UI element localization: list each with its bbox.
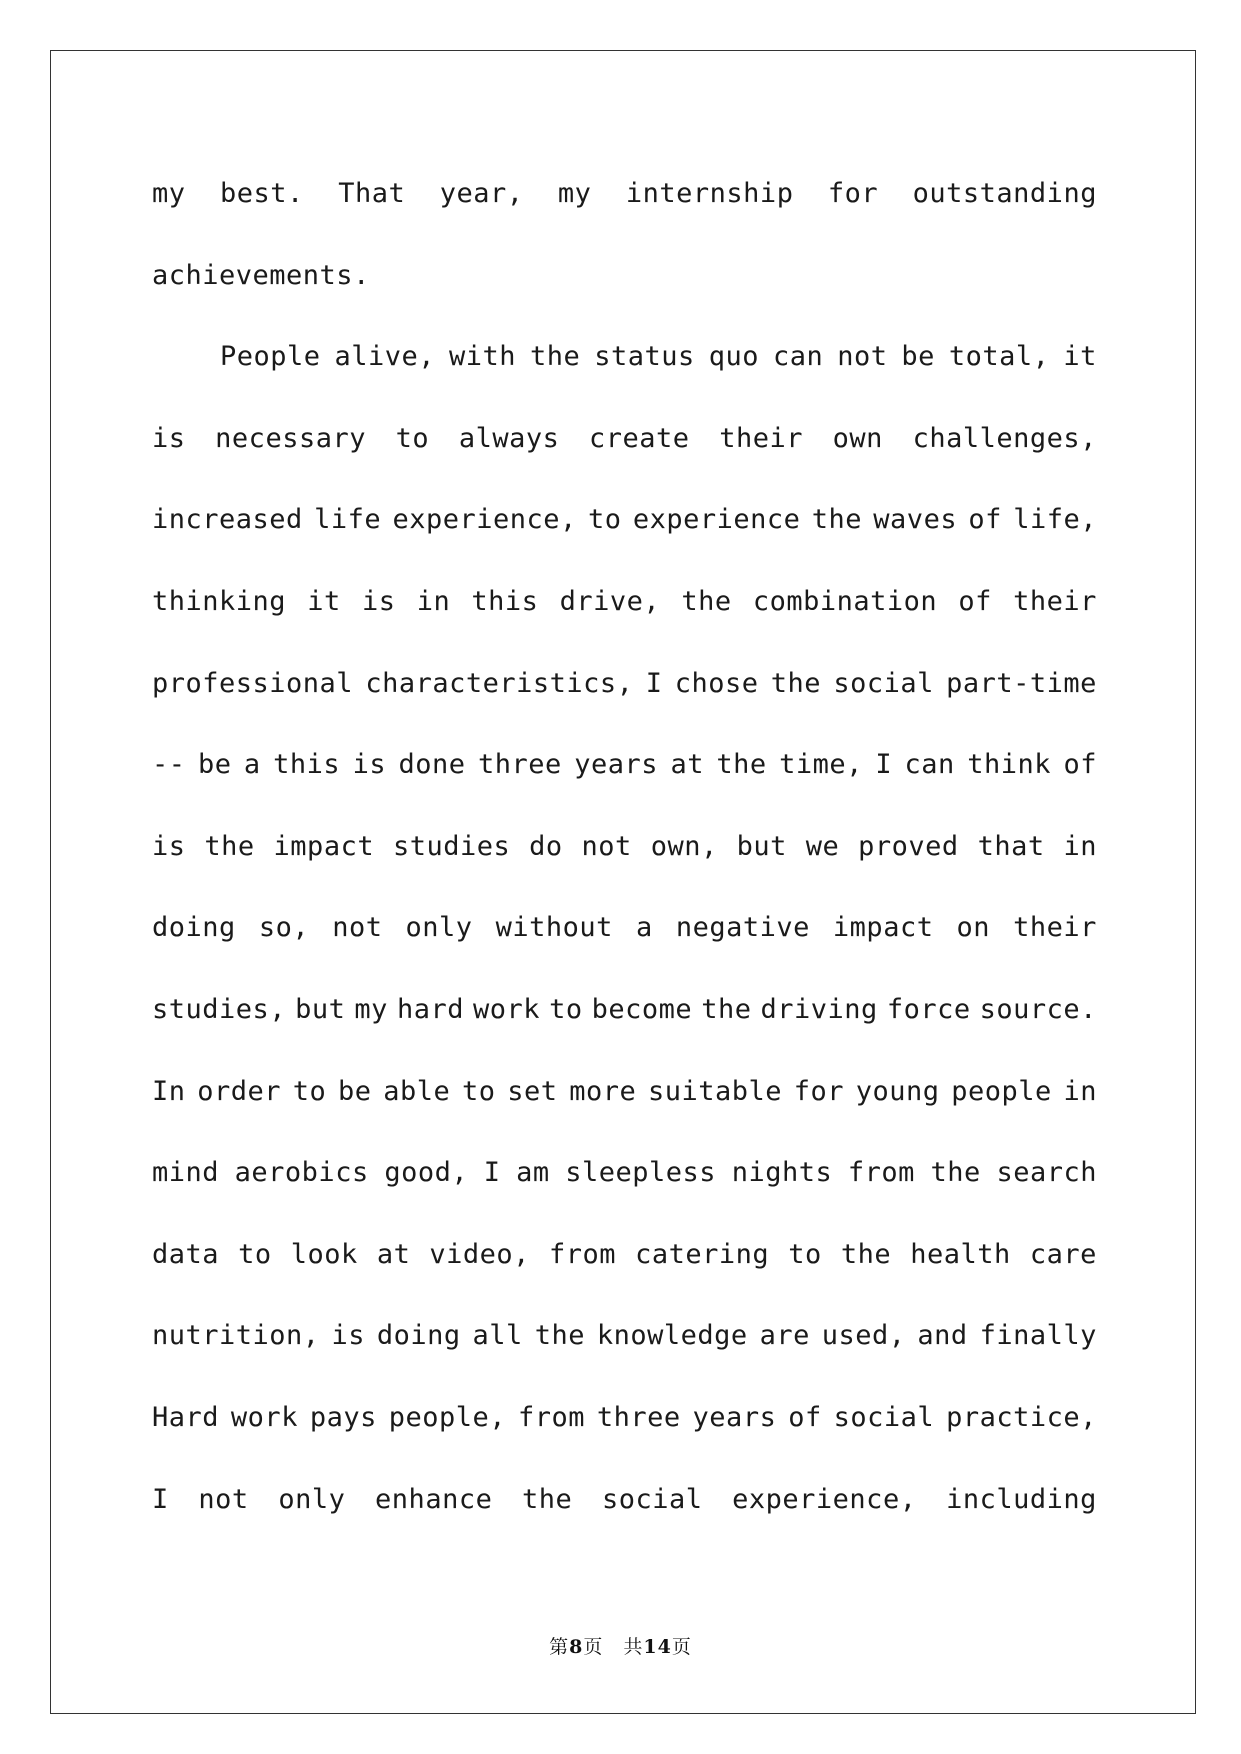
word: in [1063,1075,1097,1107]
word: studies, [152,993,287,1025]
word: years [692,1401,777,1433]
word: social [601,1483,703,1515]
word: from [847,1157,915,1189]
word: own, [650,830,718,862]
text-line [152,1146,1097,1228]
word: with [449,341,517,373]
word: waves [873,504,958,536]
word: quo [708,341,759,373]
word: their [719,422,803,454]
word: three [596,1401,681,1433]
word: necessary [215,422,366,454]
word: the [770,667,822,699]
footer-suffix: 页 [671,1636,692,1658]
word: search [996,1157,1097,1189]
word: always [458,422,560,454]
word: my [152,178,186,209]
word: drive, [559,585,661,617]
word: the [534,1320,585,1352]
word: chose [674,667,759,699]
word: experience, [392,504,577,536]
word: can [772,341,824,373]
word: the [681,585,732,617]
word: a [635,912,653,944]
text-line [152,493,1097,575]
text-line [152,1228,1097,1310]
word: is [331,1320,365,1352]
word: for [827,178,879,209]
word: become [591,993,693,1025]
word: we [805,830,840,862]
word: set [507,1075,558,1107]
word: year, [439,178,524,209]
word: not [332,912,383,944]
word: studies [392,830,511,862]
word: sleepless [565,1157,717,1189]
word: from [517,1401,585,1433]
word: people, [388,1401,507,1433]
word: it [1063,341,1097,373]
word: be [197,749,232,781]
text-line [152,167,1097,249]
word: data [152,1238,220,1270]
word: to [395,422,430,454]
word: order [197,1075,282,1107]
word: That [338,178,406,209]
word: be [337,1075,372,1107]
word: the [716,749,767,781]
word: the [930,1157,981,1189]
word: only [405,912,473,944]
word: doing [376,1320,461,1352]
word: driving [760,993,878,1025]
word: proved [858,830,959,862]
word: is [152,422,186,454]
text-line [152,1309,1097,1391]
word: People [220,341,321,373]
word: professional [152,667,354,699]
word: the [204,830,255,862]
word: alive, [334,341,436,373]
word: social [833,1401,935,1433]
word: three [478,749,562,781]
word: my [354,993,388,1025]
word: not [198,1483,249,1515]
word: this [471,585,539,617]
word: in [1063,830,1097,862]
word: suitable [647,1075,782,1107]
word: it [307,585,341,617]
word: I [645,667,663,699]
word: do [529,830,563,862]
footer-separator: 页 共 [583,1636,644,1658]
word: at [670,749,704,781]
word: the [701,993,752,1025]
word: the [840,1238,892,1270]
word: the [522,1483,573,1515]
word: for [793,1075,844,1107]
word: this [273,749,341,781]
text-line [152,1473,1097,1555]
word: their [1013,912,1097,944]
word: people [951,1075,1052,1107]
word: pays [309,1401,377,1433]
text-line [152,575,1097,657]
word: increased [152,504,303,536]
word: Hard [152,1401,220,1433]
word: challenges, [912,422,1097,454]
word: I [875,749,893,781]
word: hard [396,993,464,1025]
word: of [788,1401,822,1433]
word: and [917,1320,968,1352]
word: to [292,1075,327,1107]
word: internship [625,178,794,209]
word: so, [258,912,310,944]
word: experience [632,504,801,536]
word: create [589,422,690,454]
word: knowledge [596,1320,748,1352]
word: are [759,1320,810,1352]
word: my [557,178,592,209]
text-line [152,249,1097,331]
word: from [549,1238,617,1270]
word: time, [779,749,863,781]
word: young [855,1075,940,1107]
word: negative [675,912,810,944]
word: the [811,504,862,536]
text-line [152,901,1097,983]
word: status [594,341,695,373]
paragraph-first-line [152,330,1097,412]
word: their [1013,585,1097,617]
word: impact [832,912,934,944]
word: health [910,1238,1011,1270]
word: thinking [152,585,287,617]
word: years [574,749,658,781]
word: nutrition, [152,1320,320,1352]
word: am [516,1157,550,1189]
word: characteristics, [365,667,634,699]
word: of [958,585,992,617]
word: aerobics [234,1157,369,1189]
word: but [736,830,787,862]
word: can [904,749,955,781]
word: at [376,1238,411,1270]
word: all [472,1320,523,1352]
word: enhance [375,1483,493,1515]
word: look [290,1238,358,1270]
footer-prefix: 第 [549,1636,570,1658]
word: video, [429,1238,530,1270]
word: finally [979,1320,1097,1352]
word: social [833,667,934,699]
word: in [416,585,451,617]
word: mind [152,1157,220,1189]
word: not [581,830,632,862]
word: I [152,1483,169,1515]
word: of [968,504,1002,536]
word: life [314,504,382,536]
word: force [886,993,971,1025]
word: able [383,1075,451,1107]
word: life, [1013,504,1097,536]
word: more [569,1075,637,1107]
total-pages-number: 14 [643,1636,672,1658]
word: used, [821,1320,906,1352]
word: impact [273,830,375,862]
word: work [473,993,541,1025]
text-line [152,820,1097,902]
word: outstanding [912,178,1097,209]
word: care [1029,1238,1097,1270]
word: without [495,912,613,944]
word: I [483,1157,501,1189]
word: good, [384,1157,469,1189]
word: think [967,749,1052,781]
word: to [549,993,583,1025]
word: is [152,830,186,862]
word: to [788,1238,822,1270]
word: work [230,1401,298,1433]
word: part-time [946,667,1097,699]
word: own [832,422,883,454]
word: the [529,341,581,373]
word: be [901,341,935,373]
word: but [295,993,346,1025]
text-line [152,412,1097,494]
word: achievements. [152,259,370,291]
page-number-footer [0,1632,1241,1659]
word: including [946,1483,1097,1515]
text-line [152,1391,1097,1473]
word: done [398,749,466,781]
word: experience, [732,1483,917,1515]
current-page-number: 8 [569,1636,584,1658]
word: best. [219,178,304,209]
word: nights [731,1157,833,1189]
word: that [977,830,1045,862]
word: In [152,1075,186,1107]
word: practice, [946,1401,1097,1433]
text-line [152,738,1097,820]
text-line [152,657,1097,739]
word: total, [948,341,1050,373]
text-line [152,1065,1097,1147]
word: only [278,1483,346,1515]
word: to [588,504,622,536]
word: is [361,585,396,617]
word: to [238,1238,272,1270]
word: doing [152,912,236,944]
word: is [352,749,387,781]
word: -- [152,749,186,781]
word: to [461,1075,496,1107]
word: not [837,341,888,373]
word: catering [635,1238,770,1270]
text-line [152,983,1097,1065]
document-body [152,167,1097,1554]
word: of [1063,749,1097,781]
word: on [956,912,991,944]
word: source. [979,993,1097,1025]
word: combination [752,585,938,617]
word: a [243,749,261,781]
